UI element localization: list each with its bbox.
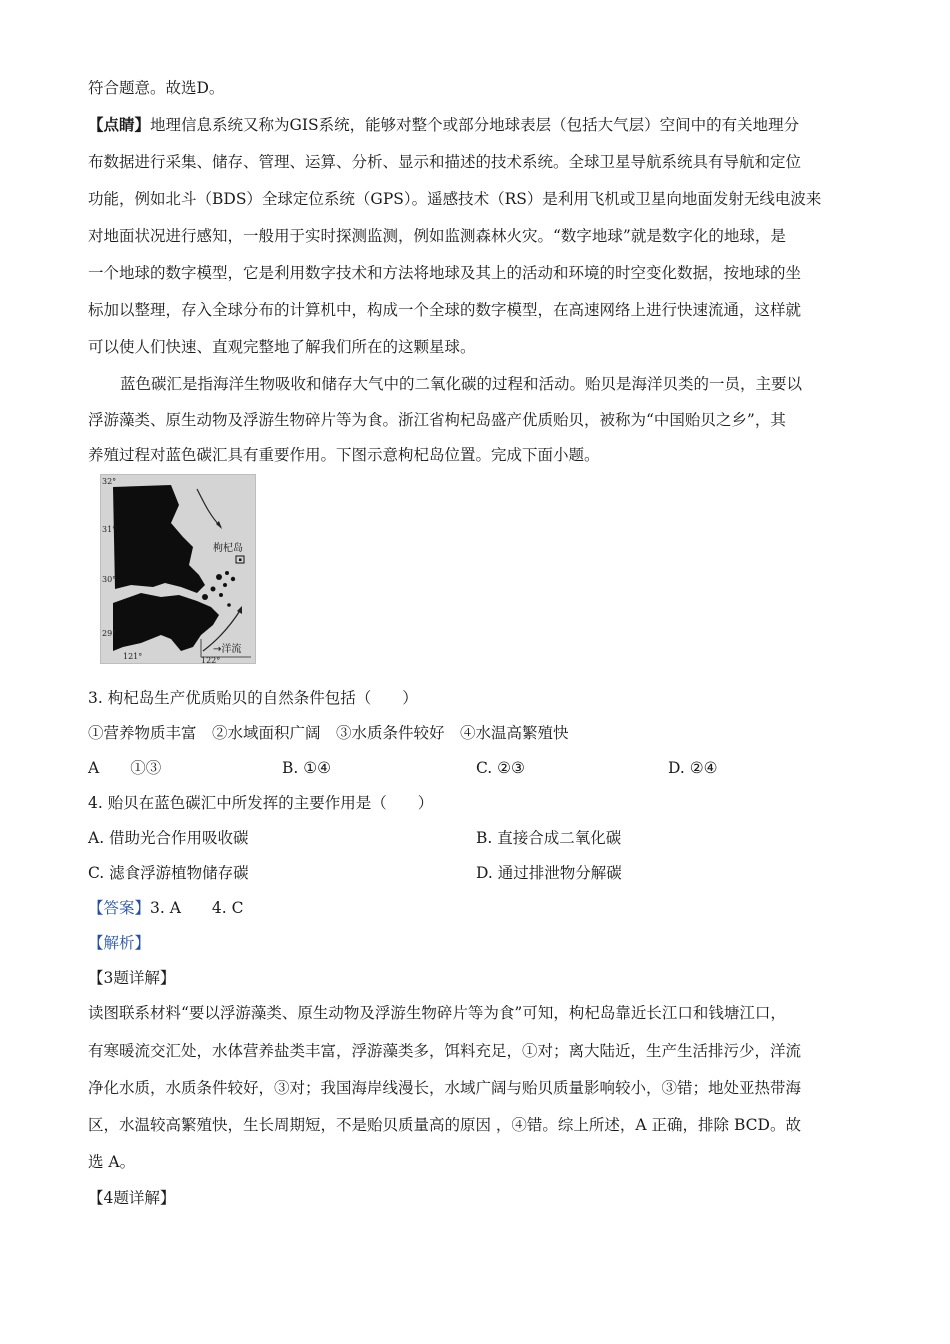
answer-tag: 【答案】 <box>88 899 151 917</box>
detail-3-line: 读图联系材料“要以浮游藻类、原生动物及浮游生物碎片等为食”可知，枸杞岛靠近长江口和钱塘江口， <box>88 1004 786 1022</box>
text-line: 可以使人们快速、直观完整地了解我们所在的这颗星球。 <box>88 338 476 356</box>
island-label: 枸杞岛 <box>213 543 243 554</box>
dianjing-tag: 【点睛】 <box>88 115 151 134</box>
text-line: 布数据进行采集、储存、管理、运算、分析、显示和描述的技术系统。全球卫星导航系统具有导航和定位 <box>88 153 802 171</box>
text-line: 地理信息系统又称为GIS系统，能够对整个或部分地球表层（包括大气层）空间中的有关地理分 <box>150 116 800 134</box>
lat-label: 31° <box>102 525 117 534</box>
q3-option-d: D. ②④ <box>668 759 718 777</box>
q3-option-b: B. ①④ <box>282 759 332 777</box>
q4-option-c: C. 滤食浮游植物储存碳 <box>88 864 249 882</box>
question-4-stem: 4. 贻贝在蓝色碳汇中所发挥的主要作用是（ ） <box>88 794 434 812</box>
text-line: 符合题意。故选D。 <box>88 79 225 97</box>
dianjing-paragraph-line <box>88 115 799 135</box>
detail-3-line: 有寒暖流交汇处，水体营养盐类丰富，浮游藻类多，饵料充足，①对；离大陆近，生产生活排污少，洋流 <box>88 1042 802 1060</box>
material-line: 蓝色碳汇是指海洋生物吸收和储存大气中的二氧化碳的过程和活动。贻贝是海洋贝类的一员，主要以 <box>120 375 803 393</box>
answer-line <box>88 898 244 918</box>
question-3-items: ①营养物质丰富 ②水域面积广阔 ③水质条件较好 ④水温高繁殖快 <box>88 724 569 742</box>
detail-3-line: 净化水质，水质条件较好，③对；我国海岸线漫长，水域广阔与贻贝质量影响较小，③错；地处亚热带海 <box>88 1079 802 1097</box>
material-line: 浮游藻类、原生动物及浮游生物碎片等为食。浙江省枸杞岛盛产优质贻贝，被称为“中国贻贝之乡”，其 <box>88 411 786 429</box>
text-line: 标加以整理，存入全球分布的计算机中，构成一个全球的数字模型，在高速网络上进行快速流通，这样就 <box>88 301 802 319</box>
detail-3-tag: 【3题详解】 <box>88 969 176 987</box>
text-line: 功能，例如北斗（BDS）全球定位系统（GPS）。遥感技术（RS）是利用飞机或卫星向地面发射无线电波来 <box>88 190 822 208</box>
q3-option-c: C. ②③ <box>476 759 525 777</box>
lat-label: 29° <box>102 629 117 638</box>
lat-label: 32° <box>102 477 117 486</box>
detail-4-tag: 【4题详解】 <box>88 1189 176 1207</box>
q3-option-a: A ①③ <box>88 759 162 777</box>
lon-label: 121° <box>123 652 143 661</box>
answer-text: 3. A 4. C <box>150 899 244 917</box>
current-label: →洋流 <box>213 644 242 655</box>
analysis-tag: 【解析】 <box>88 934 151 952</box>
text-line: 一个地球的数字模型，它是利用数字技术和方法将地球及其上的活动和环境的时空变化数据，按地球的坐 <box>88 264 802 282</box>
lon-label: 122° <box>201 656 221 663</box>
q4-option-a: A. 借助光合作用吸收碳 <box>88 829 249 847</box>
q4-option-d: D. 通过排泄物分解碳 <box>476 864 622 882</box>
gouqi-island-map <box>100 474 256 664</box>
lat-label: 30° <box>102 575 117 584</box>
detail-3-line: 选 A。 <box>88 1153 136 1171</box>
question-3-stem: 3. 枸杞岛生产优质贻贝的自然条件包括（ ） <box>88 689 418 707</box>
text-line: 对地面状况进行感知，一般用于实时探测监测，例如监测森林火灾。“数字地球”就是数字化的地球，是 <box>88 227 786 245</box>
q4-option-b: B. 直接合成二氧化碳 <box>476 829 622 847</box>
material-line: 养殖过程对蓝色碳汇具有重要作用。下图示意枸杞岛位置。完成下面小题。 <box>88 446 600 464</box>
detail-3-line: 区，水温较高繁殖快，生长周期短，不是贻贝质量高的原因 ，④错。综上所述，A 正确，排除 BCD。故 <box>88 1116 801 1134</box>
